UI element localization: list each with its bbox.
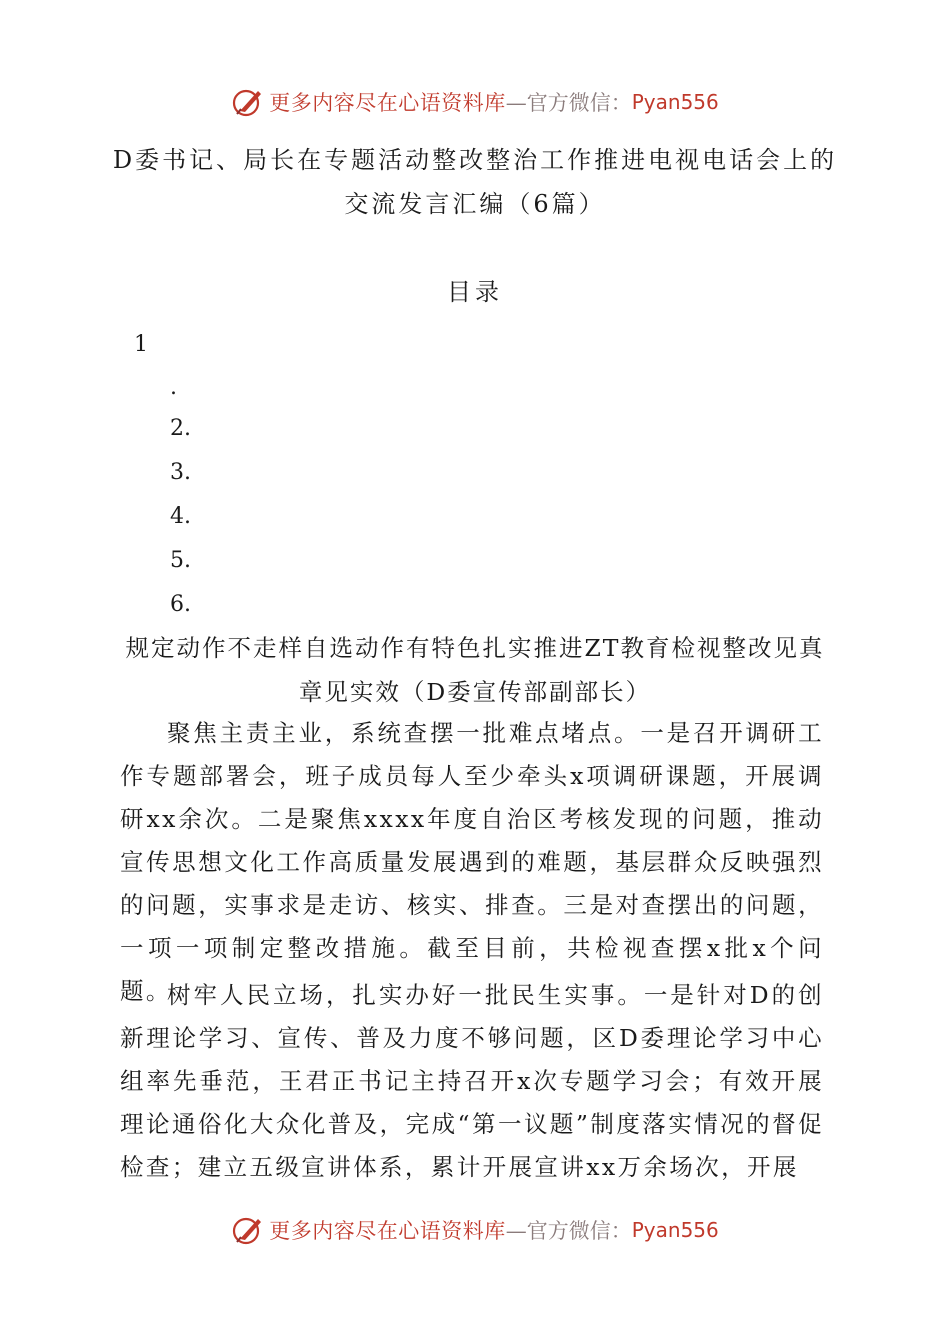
body-paragraph: 聚焦主责主业，系统查摆一批难点堵点。一是召开调研工作专题部署会，班子成员每人至少牵头x项调研课题，开展调研xx余次。二是聚焦xxxx年度自治区考核发现的问题，推动宣传思想文化工作高质量发展遇到的难题，基层群众反映强烈的问题，实事求是走访、核实、排查。三是对查摆出的问题，一项一项制定整改措施。截至目前，共检视查摆x批x个问题。: [120, 719, 824, 1005]
toc-item: 6.: [170, 592, 191, 617]
header-banner: [0, 82, 950, 122]
toc-item: 5.: [170, 548, 191, 573]
document-title-line-1: D委书记、局长在专题活动整改整治工作推进电视电话会上的: [112, 146, 838, 174]
toc-item: 4.: [170, 504, 191, 529]
article-title-line-2: 章见实效（D委宣传部副部长）: [298, 678, 652, 706]
banner-library-text: 更多内容尽在心语资料库: [269, 91, 506, 115]
toc-item: 3.: [170, 460, 191, 485]
document-title: [110, 138, 840, 226]
footer-banner: [0, 1210, 950, 1250]
quill-logo-icon: [231, 1213, 265, 1247]
banner-wechat-id: Pyan556: [631, 1218, 719, 1242]
quill-logo-icon: [231, 85, 265, 119]
toc-item: 1: [134, 332, 148, 357]
banner-wechat-id: Pyan556: [631, 90, 719, 114]
banner-wechat-label: —官方微信：: [505, 91, 632, 115]
banner-wechat-label: —官方微信：: [505, 1219, 632, 1243]
toc-item: 2.: [170, 416, 191, 441]
toc-item: .: [170, 375, 177, 400]
article-title-line-1: 规定动作不走样自选动作有特色扎实推进ZT教育检视整改见真: [125, 634, 825, 662]
article-title: [118, 626, 832, 714]
body-paragraph: 树牢人民立场，扎实办好一批民生实事。一是针对D的创新理论学习、宣传、普及力度不够问题，区D委理论学习中心组率先垂范，王君正书记主持召开x次专题学习会；有效开展理论通俗化大众化普及，完成“第一议题”制度落实情况的督促检查；建立五级宣讲体系，累计开展宣讲xx万余场次，开展: [120, 981, 824, 1181]
banner-library-text: 更多内容尽在心语资料库: [269, 1219, 506, 1243]
document-title-line-2: 交流发言汇编（6篇）: [344, 190, 606, 218]
toc-heading: 目录: [447, 278, 503, 306]
